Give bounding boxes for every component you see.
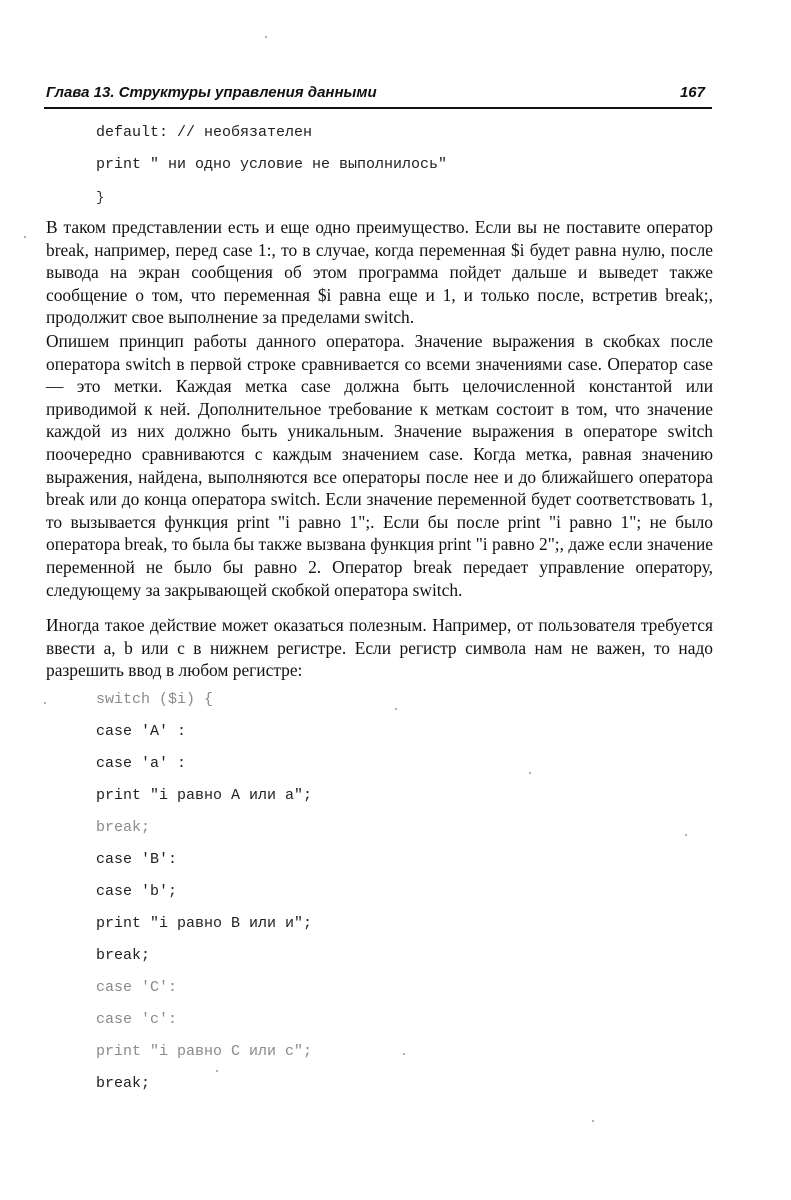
scan-speck <box>44 702 46 704</box>
paragraph: В таком представлении есть и еще одно преимущество. Если вы не поставите оператор break, например, перед case 1:, то в случае, когда переменная $i будет равна нулю, после вывода на экран сообщения об этом программа пойдет дальше и выведет также сообщение о том, что переменная $i равна еще и 1, и только после, встретив break;, продолжит свое выполнение за пределами switch. <box>46 217 713 328</box>
scan-speck <box>685 834 687 836</box>
scan-speck <box>216 1070 218 1072</box>
code-line: case 'C': <box>96 979 178 996</box>
chapter-title: Глава 13. Структуры управления данными <box>46 84 377 101</box>
code-line: } <box>96 190 105 206</box>
code-line: break; <box>96 947 151 964</box>
code-line: default: // необязателен <box>96 124 313 141</box>
code-line: case 'A' : <box>96 723 187 740</box>
code-line: print "i равно C или c"; <box>96 1043 313 1060</box>
page-number: 167 <box>679 84 705 101</box>
scan-speck <box>24 236 26 238</box>
code-line: case 'a' : <box>96 755 187 772</box>
paragraph: Иногда такое действие может оказаться полезным. Например, от пользователя требуется ввести a, b или c в нижнем регистре. Если регистр символа нам не важен, то надо разрешить ввод в любом регистре: <box>46 615 713 681</box>
header-divider <box>44 107 712 109</box>
code-line: print "i равно B или и"; <box>96 915 313 932</box>
code-line: print "i равно A или a"; <box>96 787 313 804</box>
code-line: case 'c': <box>96 1011 178 1028</box>
code-line: case 'B': <box>96 851 178 868</box>
scan-speck <box>529 772 531 774</box>
code-line: case 'b'; <box>96 883 178 900</box>
code-line: break; <box>96 819 151 836</box>
scan-speck <box>265 36 267 38</box>
code-line: switch ($i) { <box>96 691 214 708</box>
scan-speck <box>403 1053 405 1055</box>
code-line: print " ни одно условие не выполнилось" <box>96 156 448 173</box>
scan-speck <box>395 708 397 710</box>
code-line: break; <box>96 1075 151 1092</box>
scan-speck <box>592 1120 594 1122</box>
paragraph: Опишем принцип работы данного оператора. Значение выражения в скобках после оператора switch в первой строке сравнивается со всеми значениями case. Оператор case — это метки. Каждая метка case должна быть целочисленной константой или приводимой к ней. Дополнительное требование к меткам состоит в том, что значение каждой из них должно быть уникальным. Значение выражения в операторе switch поочередно сравниваются с каждым значением case. Когда метка, равная значению выражения, найдена, выполняются все операторы после нее и до ближайшего оператора break или до конца оператора switch. Если значение переменной будет соответствовать 1, то вызывается функция print "i равно 1";. Если бы после print "i равно 1"; не было оператора break, то была бы также вызвана функция print "i равно 2";, даже если значение переменной не было бы равно 2. Оператор break передает управление оператору, следующему за закрывающей скобкой оператора switch. <box>46 331 713 600</box>
